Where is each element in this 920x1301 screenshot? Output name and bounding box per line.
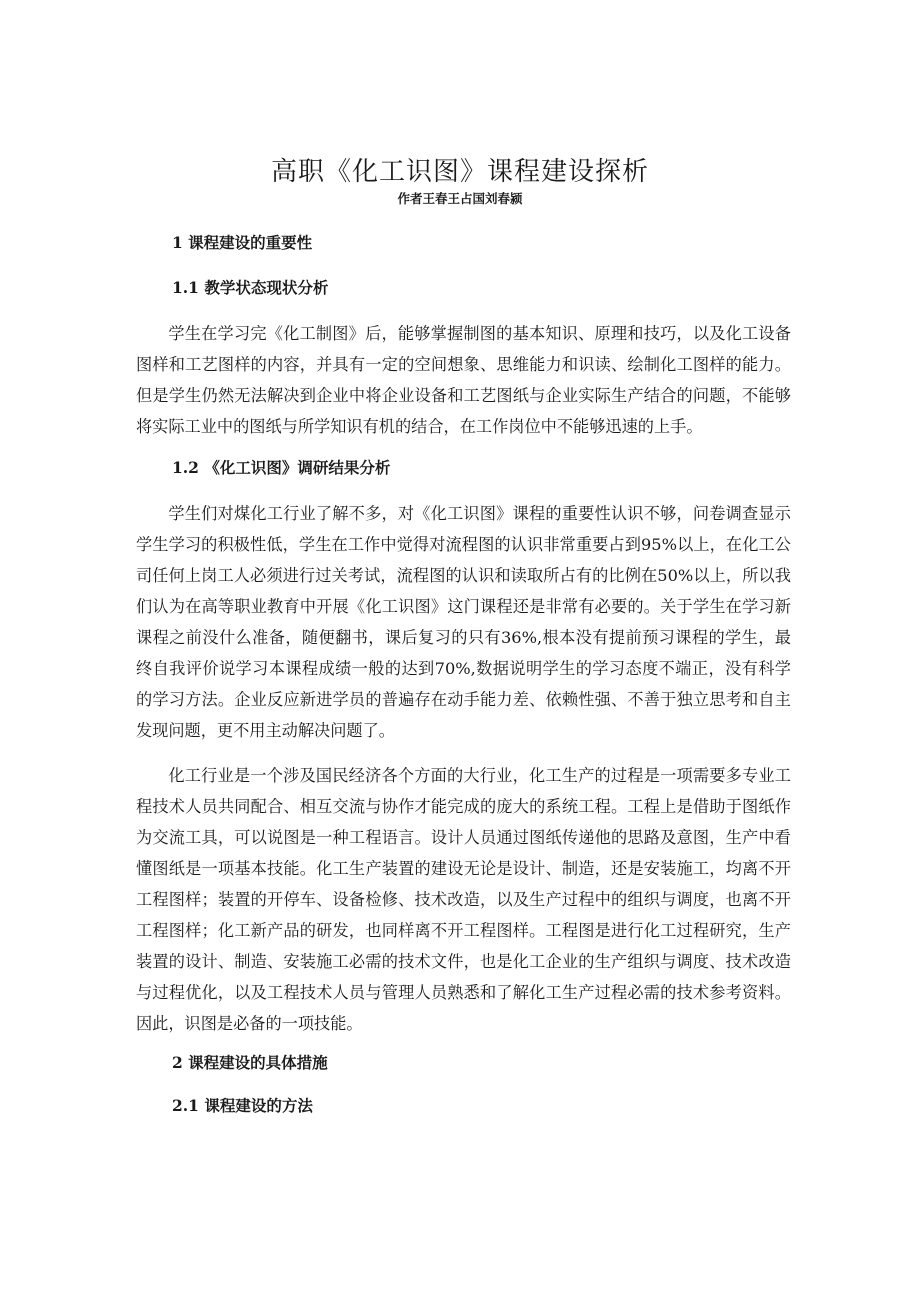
section-1-2-paragraph-1: 学生们对煤化工行业了解不多，对《化工识图》课程的重要性认识不够，问卷调查显示学生学习的积极性低，学生在工作中觉得对流程图的认识非常重要占到95%以上，在化工公司任何上岗工人必须进行过关考试，流程图的认识和读取所占有的比例在50%以上，所以我们认为在高等职业教育中开展《化工识图》这门课程还是非常有必要的。关于学生在学习新课程之前没什么准备，随便翻书，课后复习的只有36%,根本没有提前预习课程的学生，最终自我评价说学习本课程成绩一般的达到70%,数据说明学生的学习态度不端正，没有科学的学习方法。企业反应新进学员的普遍存在动手能力差、依赖性强、不善于独立思考和自主发现问题，更不用主动解决问题了。 [136,504,791,740]
section-1-heading: 1 课程建设的重要性 [172,233,313,252]
section-2-heading: 2 课程建设的具体措施 [172,1053,328,1072]
section-1-2-paragraph-2: 化工行业是一个涉及国民经济各个方面的大行业，化工生产的过程是一项需要多专业工程技术人员共同配合、相互交流与协作才能完成的庞大的系统工程。工程上是借助于图纸作为交流工具，可以说图是一种工程语言。设计人员通过图纸传递他的思路及意图，生产中看懂图纸是一项基本技能。化工生产装置的建设无论是设计、制造，还是安装施工，均离不开工程图样；装置的开停车、设备检修、技术改造，以及生产过程中的组织与调度，也离不开工程图样；化工新产品的研发，也同样离不开工程图样。工程图是进行化工过程研究，生产装置的设计、制造、安装施工必需的技术文件，也是化工企业的生产组织与调度、技术改造与过程优化，以及工程技术人员与管理人员熟悉和了解化工生产过程必需的技术参考资料。因此，识图是必备的一项技能。 [136,766,791,1033]
section-2-1-heading: 2.1 课程建设的方法 [172,1096,313,1115]
section-1-2-heading: 1.2 《化工识图》调研结果分析 [172,458,391,477]
document-authors: 作者王春王占国刘春颍 [397,191,523,206]
section-1-1-heading: 1.1 教学状态现状分析 [172,278,329,297]
section-1-1-paragraph: 学生在学习完《化工制图》后，能够掌握制图的基本知识、原理和技巧，以及化工设备图样和工艺图样的内容，并具有一定的空间想象、思维能力和识读、绘制化工图样的能力。但是学生仍然无法解决到企业中将企业设备和工艺图纸与企业实际生产结合的问题，不能够将实际工业中的图纸与所学知识有机的结合，在工作岗位中不能够迅速的上手。 [136,324,791,436]
document-title: 高职《化工识图》课程建设探析 [270,157,649,187]
